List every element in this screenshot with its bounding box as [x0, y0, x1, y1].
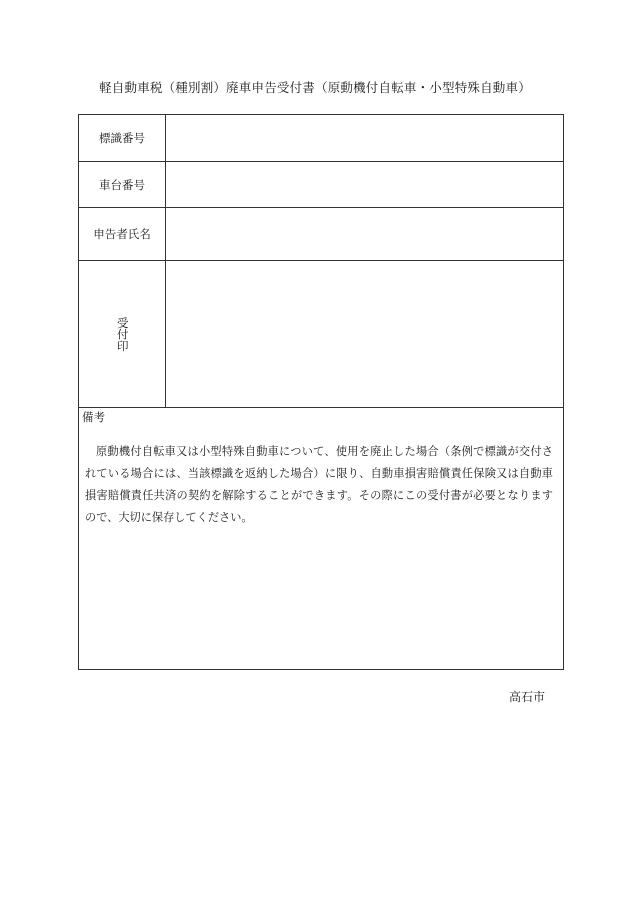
reception-stamp-label: 受付印	[115, 316, 130, 352]
remarks-section	[79, 408, 563, 669]
chassis-number-label: 車台番号	[79, 162, 166, 207]
remarks-text: 原動機付自転車又は小型特殊自動車について、使用を廃止した場合（条例で標識が交付されている場合には、当該標識を返納した場合）に限り、自動車損害賠償責任保険又は自動車損害賠償責任共済の契約を解除することができます。その際にこの受付書が必要となりますので、大切に保存してください。	[85, 445, 553, 524]
chassis-number-field[interactable]	[166, 162, 563, 207]
row-plate-number	[79, 115, 563, 162]
row-reception-stamp	[79, 261, 563, 408]
issuer-city: 高石市	[509, 690, 546, 704]
receipt-form-table	[78, 114, 564, 670]
reception-stamp-label-cell	[79, 261, 166, 407]
row-applicant-name	[79, 208, 563, 261]
applicant-name-label: 申告者氏名	[79, 208, 166, 260]
reception-stamp-area	[166, 261, 563, 407]
plate-number-label: 標識番号	[79, 115, 166, 161]
row-chassis-number	[79, 162, 563, 208]
plate-number-field[interactable]	[166, 115, 563, 161]
applicant-name-field[interactable]	[166, 208, 563, 260]
remarks-heading: 備考	[82, 410, 105, 424]
document-title: 軽自動車税（種別割）廃車申告受付書（原動機付自転車・小型特殊自動車）	[99, 80, 531, 95]
